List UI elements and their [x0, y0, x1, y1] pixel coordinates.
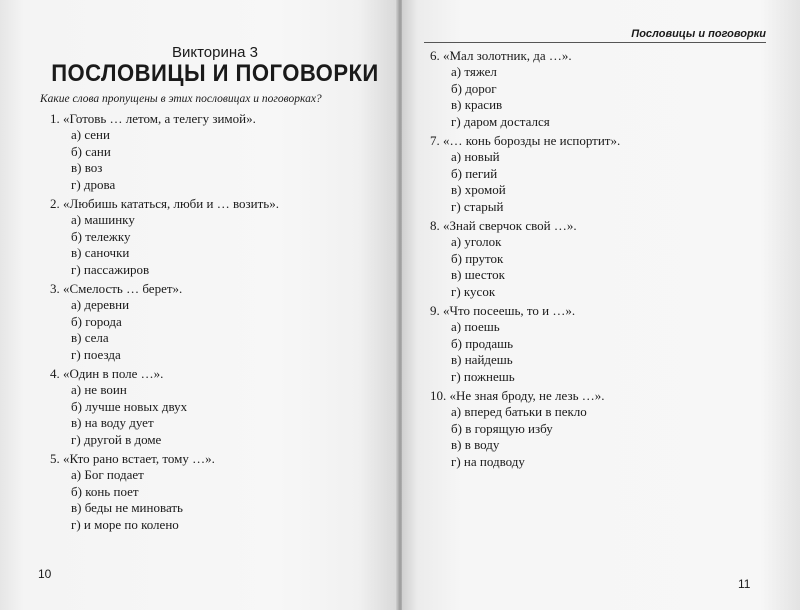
answer-option: г) пассажиров	[71, 261, 150, 277]
question-text: 7. «… конь борозды не испортит».	[430, 133, 621, 148]
answer-option: г) поезда	[71, 346, 121, 362]
answer-option: г) на подводу	[451, 453, 525, 469]
answer-option: г) старый	[451, 198, 504, 214]
answer-option: в) хромой	[451, 182, 506, 197]
quiz-label: Викторина 3	[171, 44, 258, 61]
answer-option: б) города	[71, 313, 122, 329]
question-block	[430, 302, 620, 387]
answer-option: г) даром достался	[451, 113, 550, 129]
answer-option: а) Бог подает	[71, 467, 144, 482]
answer-option: а) вперед батьки в пекло	[451, 404, 587, 419]
question-text: 5. «Кто рано встает, тому …».	[50, 451, 215, 466]
answer-option: в) шесток	[451, 267, 505, 282]
answer-option: б) пегий	[451, 165, 498, 181]
answer-option: в) на воду дует	[71, 415, 154, 430]
answer-option: в) беды не миновать	[71, 500, 183, 515]
question-prompt: Какие слова пропущены в этих пословицах и поговорках?	[40, 93, 322, 105]
answer-option: б) лучше новых двух	[71, 398, 188, 414]
running-header: Пословицы и поговорки	[631, 28, 766, 40]
question-text: 6. «Мал золотник, да …».	[430, 48, 572, 63]
answer-option: б) дорог	[451, 80, 497, 96]
answer-option: б) тележку	[71, 228, 131, 244]
question-block	[430, 47, 620, 132]
left-page	[0, 0, 398, 610]
question-block	[50, 110, 279, 195]
answer-option: а) новый	[451, 149, 500, 164]
page-number-right: 11	[738, 577, 751, 591]
question-text: 3. «Смелость … берет».	[50, 281, 183, 296]
question-block	[50, 280, 279, 365]
quiz-title: ПОСЛОВИЦЫ И ПОГОВОРКИ	[51, 60, 379, 87]
answer-option: а) машинку	[71, 212, 135, 227]
answer-option: б) сани	[71, 143, 111, 159]
answer-option: б) конь поет	[71, 483, 139, 499]
question-text: 1. «Готовь … летом, а телегу зимой».	[50, 111, 256, 126]
question-block	[430, 132, 620, 217]
answer-option: а) уголок	[451, 234, 502, 249]
answer-option: а) сени	[71, 127, 110, 142]
right-question-list	[430, 47, 620, 472]
answer-option: б) в горящую избу	[451, 420, 553, 436]
answer-option: а) поешь	[451, 319, 500, 334]
answer-option: в) красив	[451, 97, 503, 112]
answer-option: г) дрова	[71, 176, 116, 192]
question-block	[50, 450, 279, 535]
answer-option: в) села	[71, 330, 109, 345]
question-block	[50, 365, 279, 450]
header-rule	[424, 42, 766, 43]
right-page	[402, 0, 800, 610]
question-text: 8. «Знай сверчок свой …».	[430, 218, 577, 233]
question-block	[430, 217, 620, 302]
question-text: 4. «Один в поле …».	[50, 366, 164, 381]
answer-option: г) и море по колено	[71, 516, 179, 532]
answer-option: б) пруток	[451, 250, 504, 266]
answer-option: в) в воду	[451, 437, 500, 452]
question-block	[430, 387, 620, 472]
answer-option: а) деревни	[71, 297, 130, 312]
left-question-list	[50, 110, 279, 535]
answer-option: г) пожнешь	[451, 368, 515, 384]
answer-option: в) найдешь	[451, 352, 513, 367]
question-text: 2. «Любишь кататься, люби и … возить».	[50, 196, 279, 211]
answer-option: а) не воин	[71, 382, 127, 397]
question-text: 9. «Что посеешь, то и …».	[430, 303, 576, 318]
answer-option: а) тяжел	[451, 64, 497, 79]
page-number-left: 10	[38, 567, 52, 581]
answer-option: г) другой в доме	[71, 431, 162, 447]
answer-option: в) саночки	[71, 245, 130, 260]
answer-option: г) кусок	[451, 283, 496, 299]
answer-option: б) продашь	[451, 335, 514, 351]
answer-option: в) воз	[71, 160, 103, 175]
question-block	[50, 195, 279, 280]
question-text: 10. «Не зная броду, не лезь …».	[430, 388, 605, 403]
